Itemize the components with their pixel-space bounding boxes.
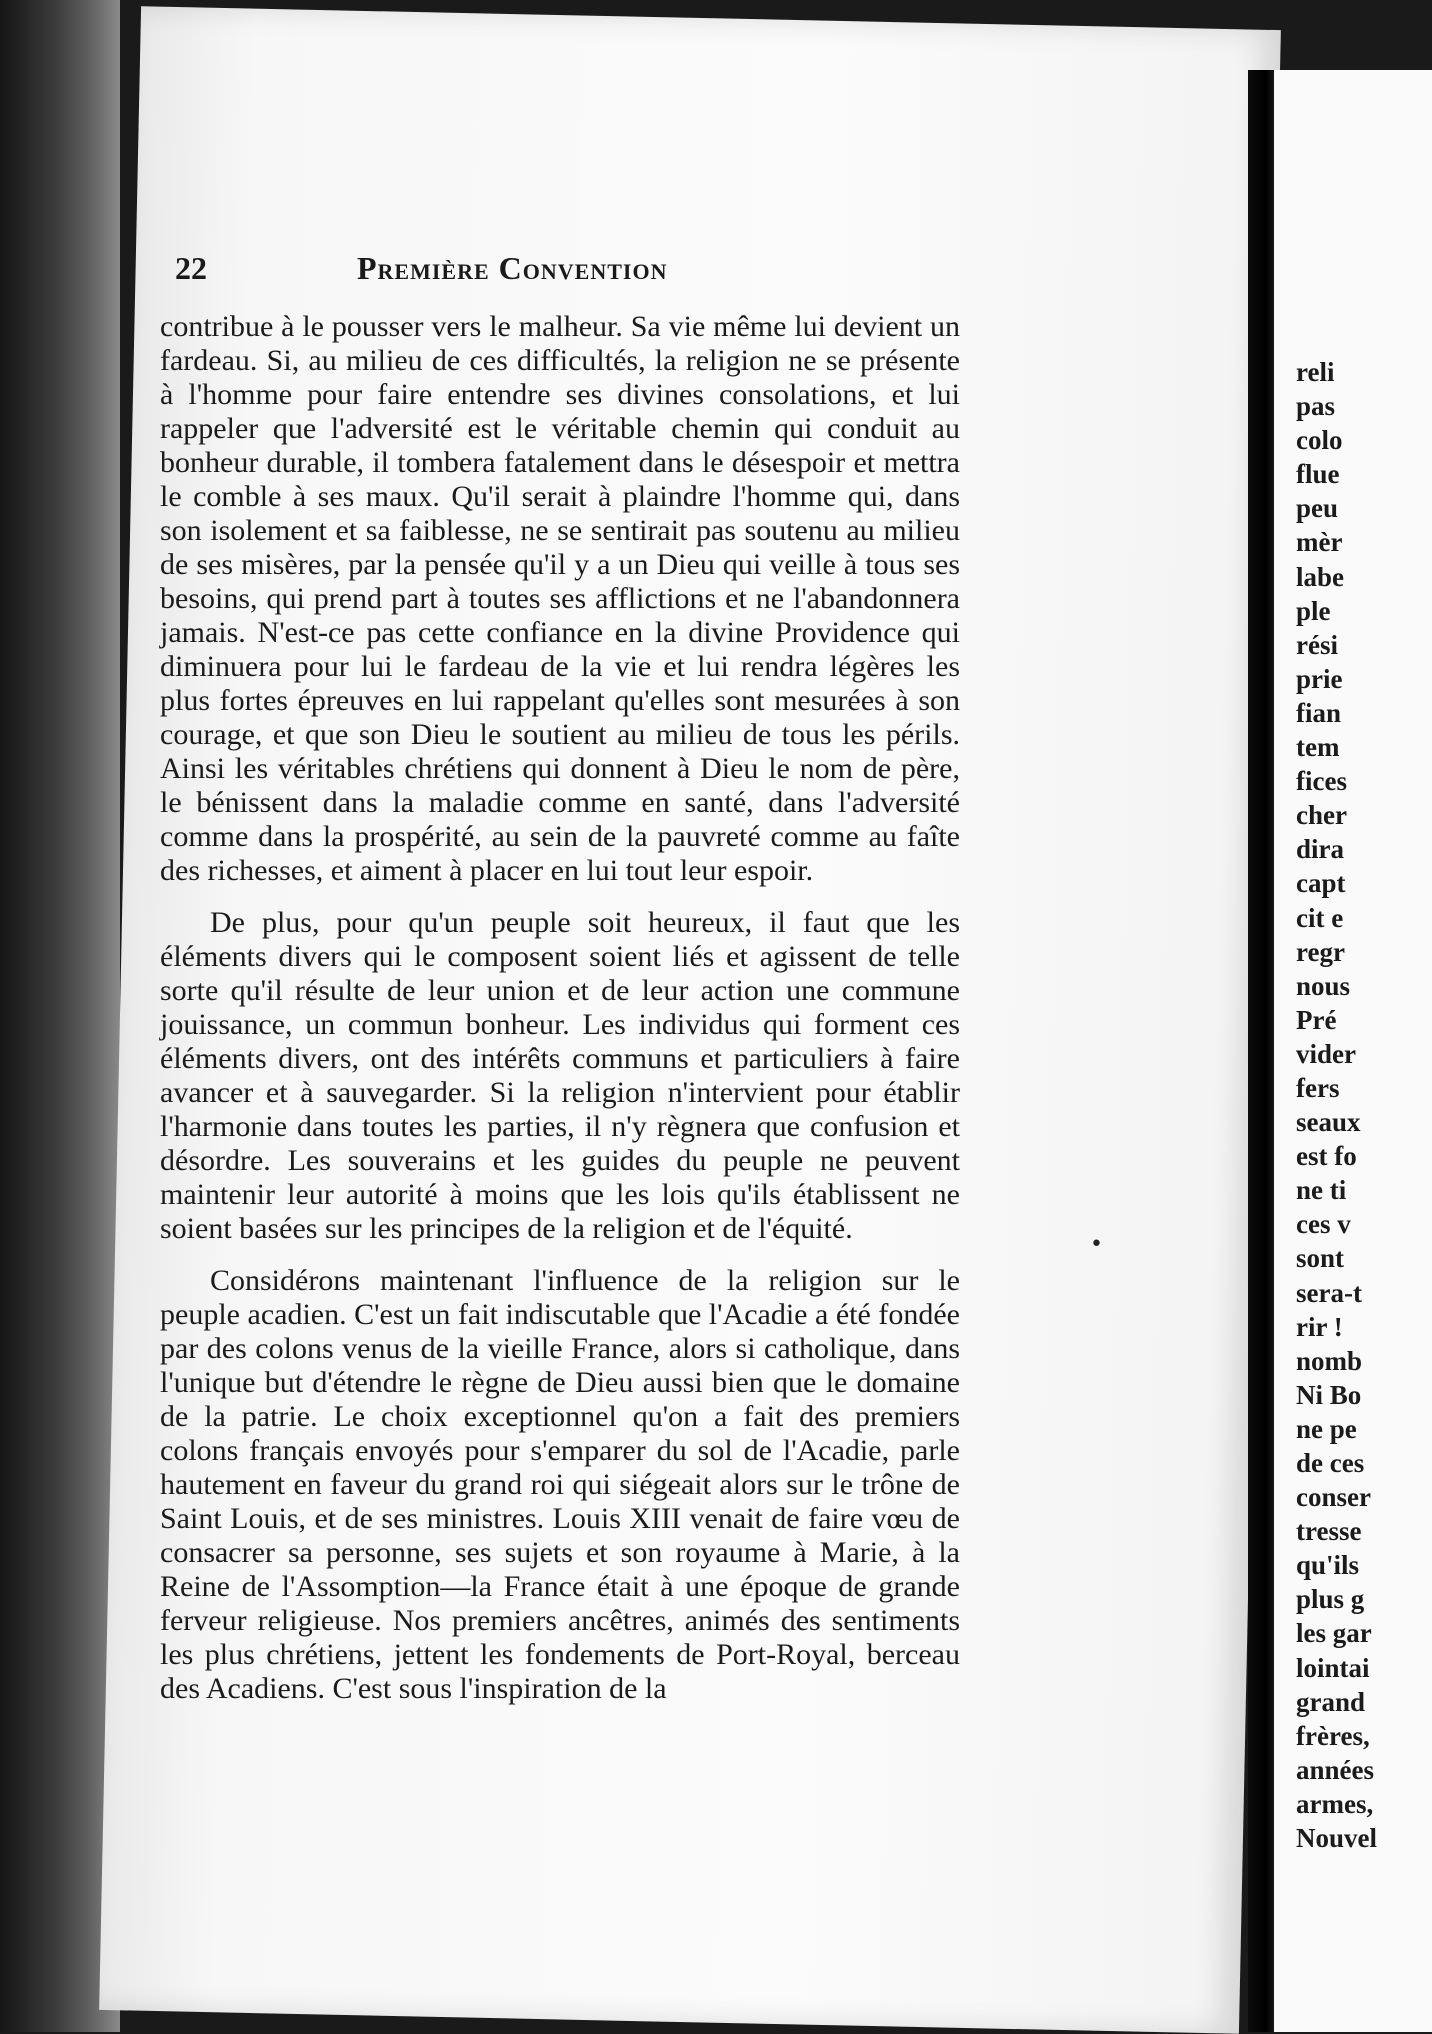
right-page-line: fian	[1296, 697, 1342, 728]
right-page-line: ple	[1296, 595, 1331, 626]
running-title: Première Convention	[357, 250, 668, 286]
right-page-line: est fo	[1296, 1141, 1357, 1172]
right-page-line: Pré	[1296, 1004, 1337, 1035]
right-page-line: labe	[1296, 561, 1345, 592]
right-page-line: sera-t	[1296, 1277, 1362, 1308]
paragraph: Considérons maintenant l'influence de la religion sur le peuple acadien. C'est un fait indiscutable que l'Acadie a été fondée par des colons venus de la vieille France, alors si catholique, dans l'unique but d'étendre le règne de Dieu aussi bien que le domaine de la patrie. Le choix exceptionnel qu'on a fait des premiers colons français envoyés pour s'emparer du sol de l'Acadie, parle hautement en faveur du grand roi qui siégeait alors sur le trône de Saint Louis, et de ses ministres. Louis XIII venait de faire vœu de consacrer sa personne, ses sujets et son royaume à Marie, à la Reine de l'Assomption—la France était à une époque de grande ferveur religieuse. Nos premiers ancêtres, animés des sentiments les plus chrétiens, jettent les fondements de Port-Royal, berceau des Acadiens. C'est sous l'inspiration de la	[160, 1264, 960, 1705]
right-page-line: plus g	[1296, 1584, 1365, 1615]
right-page-line: dira	[1296, 834, 1345, 865]
margin-mark: •	[1090, 1232, 1103, 1257]
right-page-line: qu'ils	[1296, 1550, 1360, 1581]
right-page-line: frères,	[1296, 1720, 1370, 1751]
right-page-line: mèr	[1296, 527, 1343, 558]
right-page-line: tresse	[1296, 1516, 1362, 1547]
right-page-line: sont	[1296, 1243, 1345, 1274]
right-page-line: armes,	[1296, 1788, 1374, 1819]
right-page-line: colo	[1296, 425, 1343, 456]
right-page-line: capt	[1296, 868, 1346, 899]
right-page-line: vider	[1296, 1038, 1356, 1069]
right-page-text	[1296, 355, 1432, 1855]
right-page-line: ne ti	[1296, 1175, 1347, 1206]
right-page-line: nomb	[1296, 1345, 1363, 1376]
right-page-line: Nouvel	[1296, 1823, 1377, 1854]
right-page-line: regr	[1296, 936, 1345, 967]
right-page-line: ne pe	[1296, 1413, 1357, 1444]
paragraph: contribue à le pousser vers le malheur. Sa vie même lui devient un fardeau. Si, au milieu de ces difficultés, la religion ne se présente à l'homme pour faire entendre ses divines consolations, et lui rappeler que l'adversité est le véritable chemin qui conduit au bonheur durable, il tombera fatalement dans le désespoir et mettra le comble à ses maux. Qu'il serait à plaindre l'homme qui, dans son isolement et sa faiblesse, ne se sentirait pas soutenu au milieu de ses misères, par la pensée qu'il y a un Dieu qui veille à tous ses besoins, qui prend part à toutes ses afflictions et ne l'abandonnera jamais. N'est-ce pas cette confiance en la divine Providence qui diminuera pour lui le fardeau de la vie et lui rendra légères les plus fortes épreuves en lui rappelant qu'elles sont mesurées à son courage, et que son Dieu le soutient au milieu de tous les périls. Ainsi les véritables chrétiens qui donnent à Dieu le nom de père, le bénissent dans la maladie comme en santé, dans l'adversité comme dans la prospérité, au sein de la pauvreté comme au faîte des richesses, et aiment à placer en lui tout leur espoir.	[160, 310, 960, 887]
right-page-line: les gar	[1296, 1618, 1372, 1649]
right-page-line: ces v	[1296, 1209, 1351, 1240]
right-page-line: rir !	[1296, 1311, 1343, 1342]
page-number: 22	[175, 250, 207, 286]
right-page-line: de ces	[1296, 1448, 1365, 1478]
right-page-line: reli	[1296, 357, 1335, 387]
right-page-line: nous	[1296, 970, 1351, 1001]
right-page-line: tem	[1296, 732, 1340, 763]
right-page-line: seaux	[1296, 1107, 1361, 1138]
right-page-line: flue	[1296, 459, 1340, 490]
book-edge	[0, 0, 120, 2032]
right-page-line: années	[1296, 1754, 1375, 1785]
right-page-line: fers	[1296, 1072, 1340, 1103]
right-page	[1274, 70, 1432, 2032]
right-page-line: pas	[1296, 391, 1336, 422]
right-page-line: peu	[1296, 493, 1339, 524]
body-text	[160, 310, 960, 1724]
right-page-line: grand	[1296, 1686, 1366, 1717]
right-page-line: cher	[1296, 800, 1347, 831]
page-header	[175, 250, 935, 310]
right-page-line: lointai	[1296, 1652, 1370, 1683]
right-page-line: fices	[1296, 766, 1347, 797]
right-page-line: cit e	[1296, 902, 1344, 933]
right-page-line: Ni Bo	[1296, 1379, 1362, 1410]
right-page-line: prie	[1296, 663, 1343, 694]
right-page-line: conser	[1296, 1482, 1371, 1513]
right-page-line: rési	[1296, 629, 1338, 660]
paragraph: De plus, pour qu'un peuple soit heureux, il faut que les éléments divers qui le composent soient liés et agissent de telle sorte qu'il résulte de leur union et de leur action une commune jouissance, un commun bonheur. Les individus qui forment ces éléments divers, ont des intérêts communs et particuliers à faire avancer et à sauvegarder. Si la religion n'intervient pour établir l'harmonie dans toutes les parties, il n'y règnera que confusion et désordre. Les souverains et les guides du peuple ne peuvent maintenir leur autorité à moins que les lois qu'ils établissent ne soient basées sur les principes de la religion et de l'équité.	[160, 906, 960, 1245]
